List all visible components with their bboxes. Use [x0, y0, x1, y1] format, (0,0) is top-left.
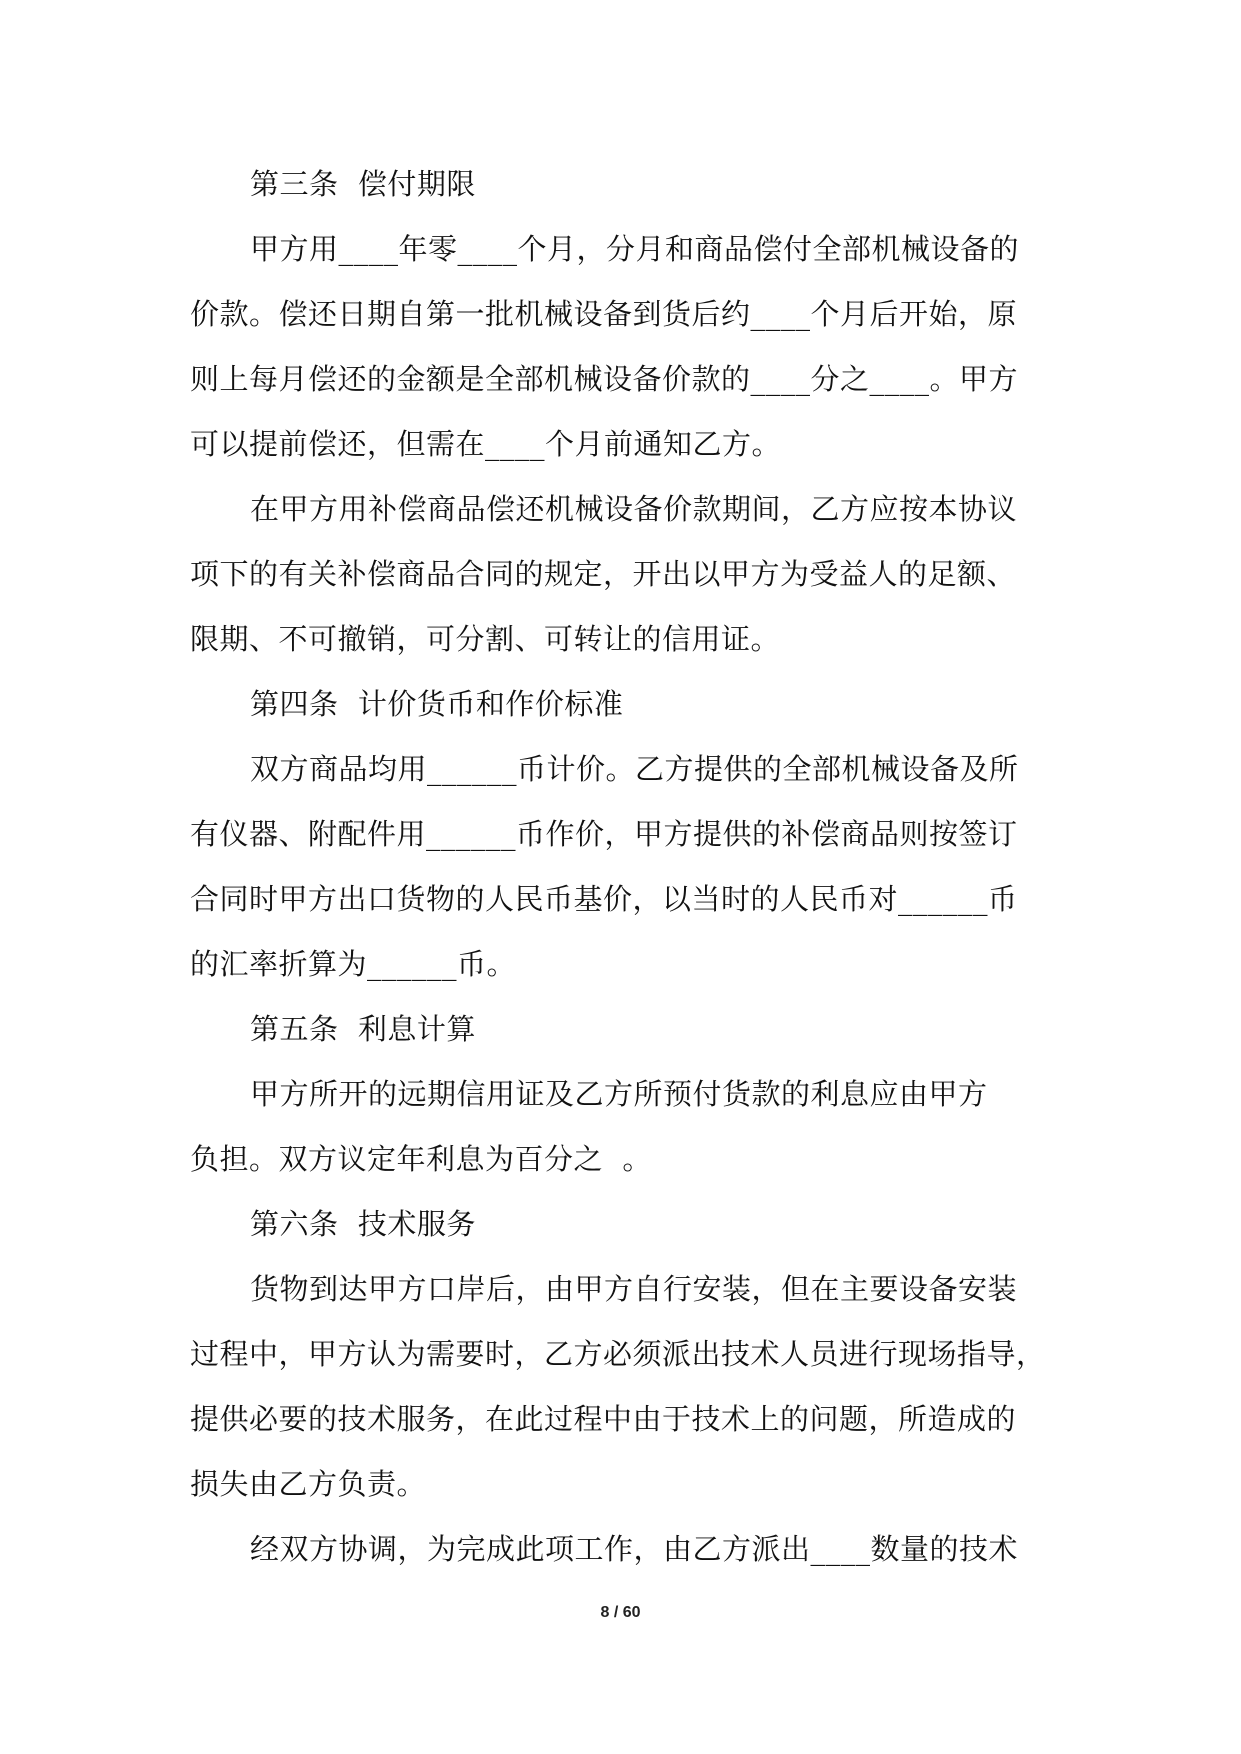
paragraph-line: 甲方用____年零____个月，分月和商品偿付全部机械设备的 — [250, 232, 1020, 266]
paragraph-line: 提供必要的技术服务，在此过程中由于技术上的问题，所造成的 — [190, 1402, 1017, 1436]
paragraph-line: 合同时甲方出口货物的人民币基价，以当时的人民币对______币 — [190, 882, 1018, 916]
paragraph-line: 项下的有关补偿商品合同的规定，开出以甲方为受益人的足额、 — [190, 557, 1017, 591]
article-3-heading: 第三条 偿付期限 — [250, 167, 476, 201]
paragraph-line: 损失由乙方负责。 — [190, 1467, 427, 1501]
paragraph-line: 货物到达甲方口岸后，由甲方自行安装，但在主要设备安装 — [250, 1272, 1018, 1306]
article-6-heading: 第六条 技术服务 — [250, 1207, 476, 1241]
paragraph-line: 过程中，甲方认为需要时，乙方必须派出技术人员进行现场指导， — [190, 1337, 1046, 1371]
paragraph-line: 有仪器、附配件用______币作价，甲方提供的补偿商品则按签订 — [190, 817, 1018, 851]
paragraph-line: 双方商品均用______币计价。乙方提供的全部机械设备及所 — [250, 752, 1019, 786]
paragraph-line: 则上每月偿还的金额是全部机械设备价款的____分之____。甲方 — [190, 362, 1019, 396]
paragraph-line: 可以提前偿还，但需在____个月前通知乙方。 — [190, 427, 782, 461]
paragraph-line: 甲方所开的远期信用证及乙方所预付货款的利息应由甲方 — [250, 1077, 988, 1111]
paragraph-line: 价款。偿还日期自第一批机械设备到货后约____个月后开始，原 — [190, 297, 1018, 331]
page-number: 8 / 60 — [600, 1604, 641, 1621]
paragraph-line: 在甲方用补偿商品偿还机械设备价款期间，乙方应按本协议 — [250, 492, 1018, 526]
paragraph-line: 负担。双方议定年利息为百分之 。 — [190, 1142, 652, 1176]
article-5-heading: 第五条 利息计算 — [250, 1012, 476, 1046]
article-4-heading: 第四条 计价货币和作价标准 — [250, 687, 624, 721]
paragraph-line: 经双方协调，为完成此项工作，由乙方派出____数量的技术 — [250, 1532, 1019, 1566]
paragraph-line: 的汇率折算为______币。 — [190, 947, 517, 981]
paragraph-line: 限期、不可撤销，可分割、可转让的信用证。 — [190, 622, 781, 656]
